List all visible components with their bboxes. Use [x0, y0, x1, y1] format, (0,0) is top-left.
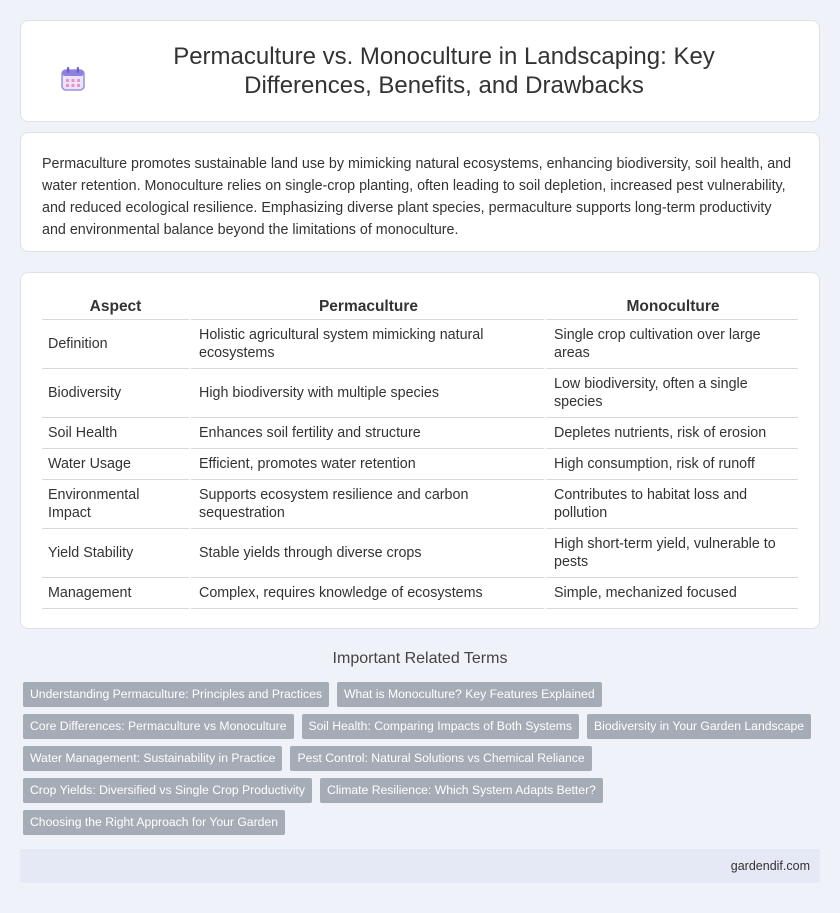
table-cell-aspect: Yield Stability	[42, 529, 189, 578]
table-cell-permaculture: Holistic agricultural system mimicking natural ecosystems	[189, 320, 544, 369]
comparison-table-card	[20, 272, 820, 629]
related-tag-link[interactable]: Climate Resilience: Which System Adapts Better?	[320, 778, 603, 803]
table-cell-monoculture: Single crop cultivation over large areas	[544, 320, 798, 369]
table-cell-monoculture: Low biodiversity, often a single species	[544, 369, 798, 418]
table-cell-aspect: Definition	[42, 320, 189, 369]
related-tag-link[interactable]: Biodiversity in Your Garden Landscape	[587, 714, 811, 739]
related-tag-link[interactable]: Core Differences: Permaculture vs Monoculture	[23, 714, 294, 739]
column-header-aspect: Aspect	[42, 294, 189, 320]
column-header-permaculture: Permaculture	[189, 294, 544, 320]
table-cell-aspect: Soil Health	[42, 418, 189, 449]
related-terms-title: Important Related Terms	[332, 650, 508, 667]
related-tags-row	[23, 746, 592, 771]
table-cell-permaculture: Enhances soil fertility and structure	[189, 418, 544, 449]
table-cell-permaculture: Stable yields through diverse crops	[189, 529, 544, 578]
table-cell-monoculture: Simple, mechanized focused	[544, 578, 798, 609]
table-cell-monoculture: Contributes to habitat loss and pollution	[544, 480, 798, 529]
table-row	[42, 320, 798, 369]
table-cell-permaculture: Efficient, promotes water retention	[189, 449, 544, 480]
table-cell-aspect: Water Usage	[42, 449, 189, 480]
table-cell-monoculture: High consumption, risk of runoff	[544, 449, 798, 480]
footer-bar	[20, 849, 820, 883]
table-cell-monoculture: Depletes nutrients, risk of erosion	[544, 418, 798, 449]
table-row	[42, 369, 798, 418]
intro-paragraph: Permaculture promotes sustainable land use by mimicking natural ecosystems, enhancing biodiversity, soil health, and water retention. Monoculture relies on single-crop planting, often leading to soil depletion, increased pest vulnerability, and reduced ecological resilience. Emphasizing diverse plant species, permaculture supports long-term productivity and environmental balance beyond the limitations of monoculture.	[42, 156, 792, 238]
related-tags-row	[23, 810, 285, 835]
related-tag-link[interactable]: Pest Control: Natural Solutions vs Chemical Reliance	[290, 746, 591, 771]
table-cell-aspect: Biodiversity	[42, 369, 189, 418]
page-title: Permaculture vs. Monoculture in Landscaping: Key Differences, Benefits, and Drawbacks	[173, 43, 715, 99]
related-tag-link[interactable]: Crop Yields: Diversified vs Single Crop Productivity	[23, 778, 312, 803]
table-row	[42, 449, 798, 480]
table-header-row	[42, 294, 798, 320]
header-card	[20, 20, 820, 122]
related-tags-row	[23, 714, 811, 739]
related-tag-link[interactable]: Choosing the Right Approach for Your Garden	[23, 810, 285, 835]
related-tags-row	[23, 682, 602, 707]
column-header-monoculture: Monoculture	[544, 294, 798, 320]
table-row	[42, 480, 798, 529]
table-cell-aspect: Environmental Impact	[42, 480, 189, 529]
table-row	[42, 418, 798, 449]
related-tags-row	[23, 778, 603, 803]
related-tag-link[interactable]: Soil Health: Comparing Impacts of Both Systems	[302, 714, 580, 739]
related-tag-link[interactable]: Understanding Permaculture: Principles and Practices	[23, 682, 329, 707]
comparison-table	[42, 294, 798, 609]
intro-card	[20, 132, 820, 252]
related-tag-link[interactable]: What is Monoculture? Key Features Explained	[337, 682, 602, 707]
table-row	[42, 578, 798, 609]
table-cell-permaculture: Complex, requires knowledge of ecosystems	[189, 578, 544, 609]
table-row	[42, 529, 798, 578]
table-cell-monoculture: High short-term yield, vulnerable to pests	[544, 529, 798, 578]
footer-site-link[interactable]: gardendif.com	[730, 859, 810, 873]
table-cell-permaculture: High biodiversity with multiple species	[189, 369, 544, 418]
related-tag-link[interactable]: Water Management: Sustainability in Practice	[23, 746, 282, 771]
table-cell-aspect: Management	[42, 578, 189, 609]
calendar-icon	[60, 66, 86, 92]
table-cell-permaculture: Supports ecosystem resilience and carbon sequestration	[189, 480, 544, 529]
